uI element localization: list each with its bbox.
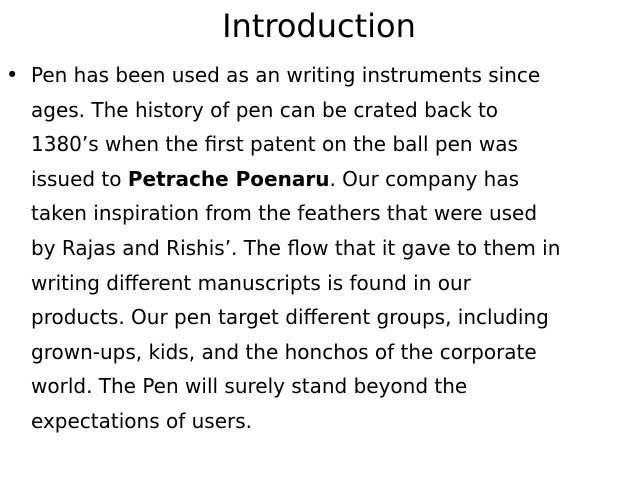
paragraph-line: 1380’s when the first patent on the ball pen was <box>31 132 518 157</box>
paragraph-line: taken inspiration from the feathers that were used <box>31 201 538 226</box>
inventor-name: Petrache Poenaru <box>127 166 330 191</box>
paragraph-line: products. Our pen target different groups, including <box>31 305 549 330</box>
paragraph-line: ages. The history of pen can be crated back to <box>31 97 499 122</box>
paragraph-text: . Our company has <box>329 166 520 191</box>
paragraph-text: issued to <box>31 166 128 191</box>
paragraph-line: world. The Pen will surely stand beyond the <box>31 374 468 399</box>
paragraph-line: expectations of users. <box>31 408 253 433</box>
paragraph-line: writing different manuscripts is found in our <box>31 270 471 295</box>
bullet-point: • <box>6 63 19 87</box>
slide-title: Introduction <box>222 7 416 45</box>
paragraph-line <box>31 162 636 197</box>
paragraph-line: grown-ups, kids, and the honchos of the corporate <box>31 339 537 364</box>
paragraph-line: by Rajas and Rishis’. The flow that it gave to them in <box>31 235 561 260</box>
paragraph-line: Pen has been used as an writing instruments since <box>31 63 541 87</box>
intro-paragraph <box>31 58 636 439</box>
